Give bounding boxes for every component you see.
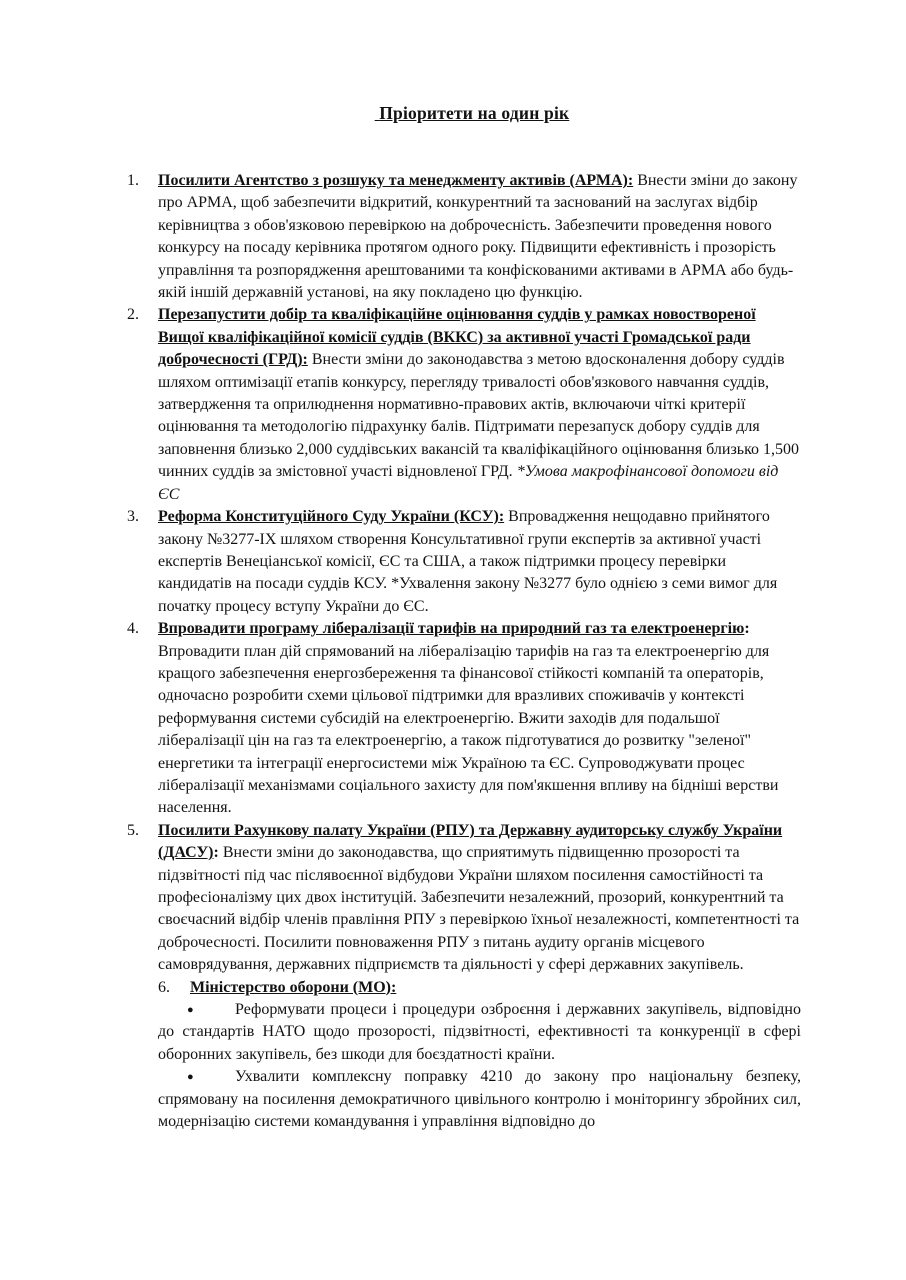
text-segment: Впровадження нещодавно прийнятого закону №3277-IX шляхом створення Консультативної групи експертів за активної участі експертів Венеціанської комісії, ЄС та США, а також підтримки процесу перевірки кандидатів на посади суддів КСУ. *Ухвалення закону №3277 було однією з семи вимог для початку процесу вступу України до ЄС. (158, 508, 778, 615)
text-segment: Міністерство оборони (МО): (190, 978, 397, 996)
bullet-icon: ● (187, 1004, 194, 1017)
text-segment: Посилити Агентство з розшуку та менеджменту активів (АРМА): (158, 172, 634, 189)
priority-list (127, 170, 801, 1133)
text-segment: Впровадити план дій спрямований на лібералізацію тарифів на газ та електроенергію для кращого забезпечення енергозбереження та фінансової стійкості компаній та операторів, одночасно розробити схеми цільової підтримки для вразливих споживачів у контексті реформування системи субсидій на електроенергію. Вжити заходів для подальшої лібералізації цін на газ та електроенергію, а також підготуватися до розвитку "зеленої" енергетики та інтеграції енергосистеми між Україною та ЄС. Супроводжувати процес лібералізації механізмами соціального захисту для пом'якшення впливу на бідніші верстви населення. (158, 642, 779, 817)
item-number: 2. (127, 306, 139, 324)
page-title-text: Пріоритети на один рік (379, 103, 570, 123)
item-body (158, 508, 777, 615)
bullet-icon: ● (187, 1071, 194, 1084)
item-body (158, 620, 778, 816)
bullet-text: Ухвалити комплексну поправку 4210 до закону про національну безпеку, спрямовану на посилення демократичного цивільного контролю і моніторингу збройних сил, модернізацію системи командування і управління відповідно до (158, 1068, 801, 1131)
bullet-text: Реформувати процеси і процедури озброєння і державних закупівель, відповідно до стандартів НАТО щодо прозорості, підзвітності, ефективності та конкуренції в сфері оборонних закупівель, без шкоди для боєздатності країни. (158, 1001, 801, 1063)
item-number: 4. (127, 620, 139, 638)
item-body (158, 306, 799, 502)
text-segment: Внести зміни до законодавства, що сприятимуть підвищенню прозорості та підзвітності під час післявоєнної відбудови України шляхом посилення самостійності та професіоналізму цих двох інституцій. Забезпечити незалежний, прозорий, конкурентний та своєчасний відбір членів правління РПУ з перевіркою їхньої незалежності, компетентності та доброчесності. Посилити повноваження РПУ з питань аудиту органів місцевого самоврядування, державних підприємств та діяльності у сфері державних закупівель. (158, 844, 800, 974)
text-segment: Посилити Рахункову палату України (РПУ) та Державну аудиторську службу України (ДАСУ) (158, 821, 783, 862)
list-item (127, 506, 801, 618)
text-segment: *Умова макрофінансової допомоги від ЄС (158, 463, 779, 503)
item-number: 3. (127, 508, 139, 526)
item-body (190, 979, 396, 996)
list-item (158, 977, 801, 1134)
list-item (127, 820, 801, 977)
item-number: 5. (127, 821, 139, 839)
text-segment: : (744, 620, 750, 638)
item-number: 6. (158, 978, 170, 996)
text-segment: Внести зміни до закону про АРМА, щоб забезпечити відкритий, конкурентний та заснований на заслугах відбір керівництва з обов'язковою перевіркою на доброчесність. Забезпечити проведення нового конкурсу на посаду керівника протягом одного року. Підвищити ефективність і прозорість управління та розпорядження арештованими та конфіскованими активами в АРМА або будь-якій іншій державній установі, на яку покладено цю функцію. (158, 172, 798, 302)
item-body (158, 822, 799, 973)
text-segment: Впровадити програму лібералізації тарифів на природний газ та електроенергію (158, 620, 745, 638)
item-number: 1. (127, 172, 139, 189)
page-title (0, 0, 906, 124)
text-segment: Реформа Конституційного Суду України (КСУ): (158, 508, 505, 526)
bullet-item (158, 999, 801, 1066)
bullet-item (158, 1066, 801, 1133)
text-segment: Перезапустити добір та кваліфікаційне оцінювання суддів у рамках новоствореної Вищої кваліфікаційної комісії суддів (ВККС) за активної участі Громадської ради доброчесності (ГРД): (158, 306, 756, 369)
item-body (158, 172, 797, 301)
text-segment: : (213, 844, 219, 862)
text-segment: Внести зміни до законодавства з метою вдосконалення добору суддів шляхом оптимізації етапів конкурсу, перегляду тривалості обов'язкового навчання суддів, затвердження та оприлюднення нормативно-правових актів, включаючи чіткі критерії оцінювання та методологію підрахунку балів. Підтримати перезапуск добору суддів для заповнення близько 2,000 суддівських вакансій та кваліфікаційного оцінювання близько 1,500 чинних суддів за змістовної участі відновленої ГРД. (158, 351, 800, 481)
list-item (127, 170, 801, 304)
list-item (127, 304, 801, 506)
list-item (127, 618, 801, 820)
